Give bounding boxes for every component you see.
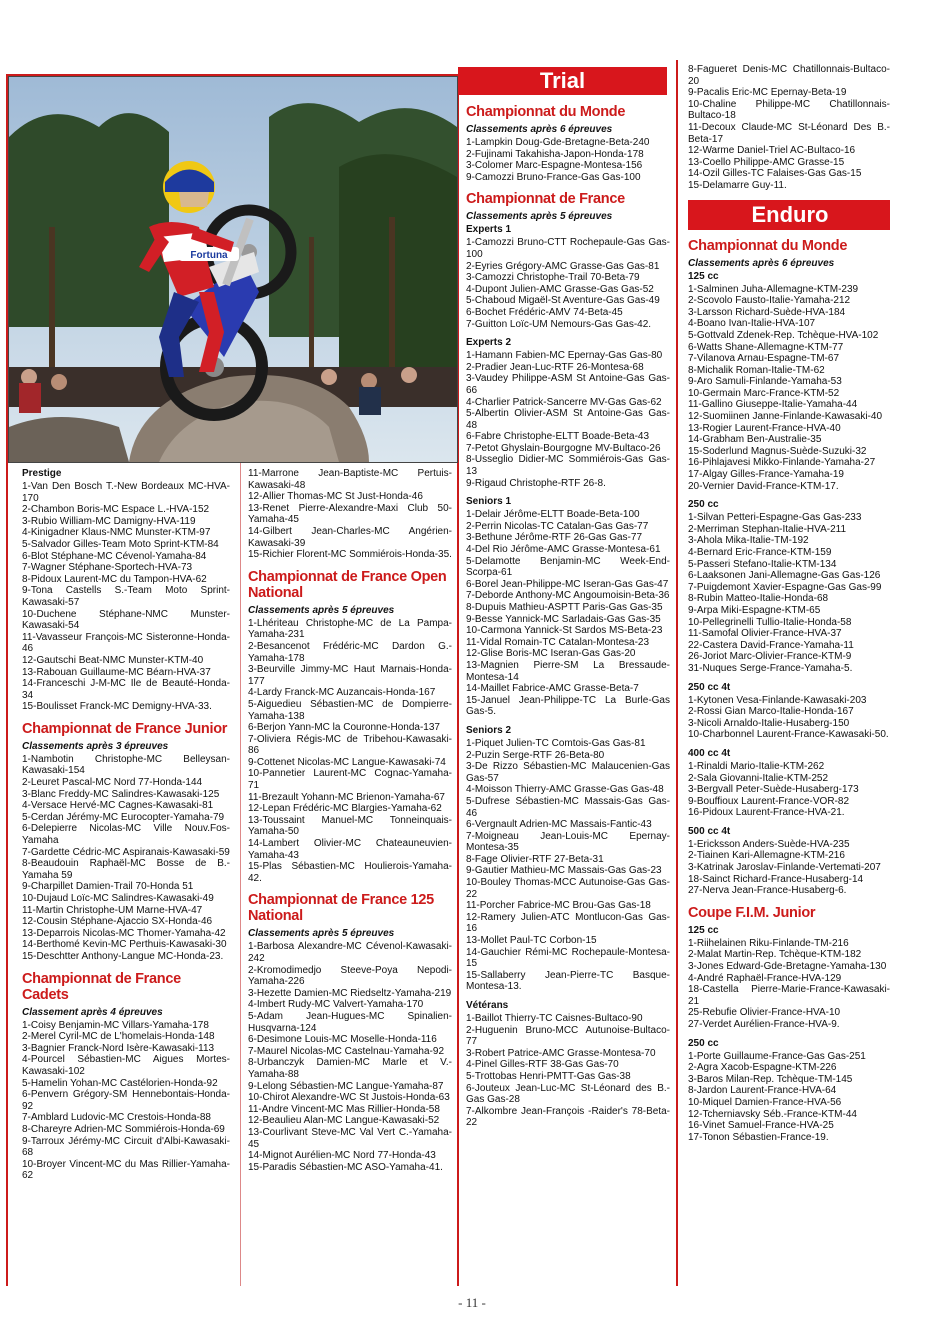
standings-entry: 14-Franceschi J-M-MC Ile de Beauté-Honda-34: [22, 678, 230, 701]
standings-entry: 11-Brezault Yohann-MC Brienon-Yamaha-67: [248, 791, 445, 803]
standings-entry: 10-Charbonnel Laurent-France-Kawasaki-50.: [688, 729, 889, 741]
section-title: Championnat de France Cadets: [22, 970, 181, 1003]
standings-entry: 11-Andre Vincent-MC Mas Rillier-Honda-58: [248, 1103, 440, 1115]
standings-entry: 7-Maurel Nicolas-MC Castelnau-Yamaha-92: [248, 1045, 445, 1057]
standings-entry: 9-Lelong Sébastien-MC Langue-Yamaha-87: [248, 1080, 444, 1092]
standings-entry: 6-Fabre Christophe-ELTT Boade-Beta-43: [466, 431, 650, 443]
standings-entry: 9-Bouffioux Laurent-France-VOR-82: [688, 795, 850, 807]
standings-entry: 12-Cousin Stéphane-Ajaccio SX-Honda-46: [22, 916, 213, 928]
standings-entry: 4-Versace Hervé-MC Cagnes-Kawasaki-81: [22, 800, 214, 812]
standings-entry: 7-Deborde Anthony-MC Angoumoisin-Beta-36: [466, 590, 670, 602]
standings-entry: 10-Miquel Damien-France-HVA-56: [688, 1096, 842, 1108]
standings-entry: 2-Pradier Jean-Luc-RTF 26-Montesa-68: [466, 361, 644, 373]
standings-entry: 13-Magnien Pierre-SM La Bressaude-Montesa-14: [466, 659, 670, 683]
standings-entry: 1-Nambotin Christophe-MC Belleysan-Kawasaki-154: [22, 753, 230, 777]
standings-entry: 14-Berthomé Kevin-MC Perthuis-Kawasaki-30: [22, 939, 227, 951]
section-title: Championnat de France Junior: [22, 720, 228, 737]
standings-subtitle: Classements après 6 épreuves: [466, 124, 613, 135]
sponsor-text: Fortuna: [190, 250, 228, 261]
standings-subtitle: Classement après 4 épreuves: [22, 1006, 163, 1018]
standings-entry: 16-Pihlajavesi Mikko-Finlande-Yamaha-27: [688, 457, 876, 469]
standings-entry: 8-Fage Olivier-RTF 27-Beta-31: [466, 853, 604, 865]
standings-entry: 2-Tiainen Kari-Allemagne-KTM-216: [688, 850, 845, 862]
standings-entry: 17-Algay Gilles-France-Yamaha-19: [688, 469, 844, 481]
standings-entry: 9-Aro Samuli-Finlande-Yamaha-53: [688, 376, 842, 388]
standings-entry: 8-Chareyre Adrien-MC Sommiérois-Honda-69: [22, 1123, 225, 1135]
standings-subtitle: Classements après 3 épreuves: [22, 740, 169, 752]
section-title: Championnat du Monde: [688, 237, 848, 254]
standings-entry: 15-Sallaberry Jean-Pierre-TC Basque-Montesa-13.: [466, 969, 670, 993]
category-heading: 125 cc: [688, 270, 719, 282]
column-b: [248, 468, 452, 1288]
standings-entry: 12-Gautschi Beat-NMC Munster-KTM-40: [22, 654, 204, 666]
standings-entry: 6-Bochet Frédéric-AMV 74-Beta-45: [466, 306, 623, 318]
standings-entry: 16-Pidoux Laurent-France-HVA-21.: [688, 807, 845, 819]
standings-entry: 1-Baillot Thierry-TC Caisnes-Bultaco-90: [466, 1013, 643, 1024]
standings-entry: 14-Grabham Ben-Australie-35: [688, 434, 822, 446]
trial-rider-photo: [8, 76, 458, 463]
standings-entry: 14-Gauchier Rémi-MC Rochepaule-Montesa-15: [466, 946, 670, 970]
standings-entry: 8-Rubin Matteo-Italie-Honda-68: [688, 593, 829, 605]
standings-entry: 5-Passeri Stefano-Italie-KTM-134: [688, 558, 837, 570]
standings-entry: 27-Verdet Aurélien-France-HVA-9.: [688, 1019, 840, 1030]
standings-entry: 12-Warme Daniel-Triel AC-Bultaco-16: [688, 145, 856, 157]
standings-entry: 5-Aiguedieu Sébastien-MC de Dompierre-Yamaha-138: [248, 698, 452, 722]
standings-entry: 5-Adam Jean-Hugues-MC Spinalien-Husqvarna-124: [248, 1010, 452, 1034]
column-c: [466, 96, 670, 1288]
standings-entry: 27-Nerva Jean-France-Husaberg-6.: [688, 885, 847, 897]
standings-entry: 6-Blot Stéphane-MC Cévenol-Yamaha-84: [22, 550, 207, 562]
standings-entry: 6-Berjon Yann-MC la Couronne-Honda-137: [248, 722, 440, 734]
standings-entry: 8-Michalik Roman-Italie-TM-62: [688, 364, 825, 376]
standings-entry: 10-Chirot Alexandre-WC St Justois-Honda-63: [248, 1092, 450, 1104]
standings-entry: 4-Bernard Eric-France-KTM-159: [688, 547, 832, 558]
standings-entry: 14-Gilbert Jean-Charles-MC Angérien-Kawasaki-39: [248, 525, 452, 549]
category-heading: 500 cc 4t: [688, 825, 731, 837]
standings-entry: 7-Vilanova Arnau-Espagne-TM-67: [688, 353, 840, 365]
section-title: Championnat du Monde: [466, 104, 626, 120]
enduro-banner: Enduro: [688, 200, 890, 230]
standings-entry: 5-Delamotte Benjamin-MC Week-End-Scorpa-61: [466, 555, 670, 579]
standings-entry: 2-Kromodimedjo Steeve-Poya Nepodi-Yamaha-226: [248, 964, 452, 988]
standings-entry: 9-Pacalis Eric-MC Epernay-Beta-19: [688, 87, 847, 99]
standings-entry: 3-Beurville Jimmy-MC Haut Marnais-Honda-177: [248, 664, 452, 687]
standings-entry: 4-Del Rio Jérôme-AMC Grasse-Montesa-61: [466, 544, 661, 556]
standings-entry: 4-Moisson Thierry-AMC Grasse-Gas Gas-48: [466, 784, 664, 796]
standings-entry: 6-Borel Jean-Philippe-MC Iseran-Gas Gas-47: [466, 578, 669, 590]
standings-entry: 4-Charlier Patrick-Sancerre MV-Gas Gas-62: [466, 396, 662, 408]
standings-entry: 11-Vidal Romain-TC Catalan-Montesa-23: [466, 636, 650, 648]
page-number: - 11 -: [458, 1295, 486, 1310]
standings-subtitle: Classements après 5 épreuves: [248, 928, 395, 940]
standings-entry: 3-Blanc Freddy-MC Salindres-Kawasaki-125: [22, 788, 220, 800]
standings-entry: 5-Hamelin Yohan-MC Castélorien-Honda-92: [22, 1077, 218, 1089]
standings-entry: 3-De Rizzo Sébastien-MC Malaucenien-Gas Gas-57: [466, 761, 670, 784]
standings-entry: 15-Paradis Sébastien-MC ASO-Yamaha-41.: [248, 1161, 443, 1173]
standings-entry: 9-Charpillet Damien-Trail 70-Honda 51: [22, 881, 194, 893]
standings-entry: 10-Carmona Yannick-St Sardos MS-Beta-23: [466, 625, 663, 637]
standings-entry: 12-Ramery Julien-ATC Montlucon-Gas Gas-16: [466, 911, 670, 935]
standings-entry: 13-Toussaint Manuel-MC Tonneinquais-Yamaha-50: [248, 814, 452, 838]
standings-entry: 1-Lampkin Doug-Gde-Bretagne-Beta-240: [466, 137, 650, 148]
standings-entry: 15-Delamarre Guy-11.: [688, 179, 787, 191]
standings-entry: 1-Lhériteau Christophe-MC de La Pampa-Yamaha-231: [248, 617, 452, 641]
standings-entry: 5-Trottobas Henri-PMTT-Gas Gas-38: [466, 1070, 631, 1082]
standings-entry: 15-Deschtter Anthony-Langue MC-Honda-23.: [22, 950, 224, 962]
standings-entry: 1-Silvan Petteri-Espagne-Gas Gas-233: [688, 512, 862, 524]
standings-entry: 1-Barbosa Alexandre-MC Cévenol-Kawasaki-242: [248, 941, 452, 964]
section-title: Championnat de France Open National: [248, 568, 447, 601]
standings-entry: 8-Beaudouin Raphaël-MC Bosse de B.-Yamaha 59: [22, 858, 230, 881]
standings-entry: 10-Duchene Stéphane-NMC Munster-Kawasaki-54: [22, 608, 230, 632]
standings-entry: 1-Camozzi Bruno-CTT Rochepaule-Gas Gas-100: [466, 237, 670, 260]
standings-entry: 6-Watts Shane-Allemagne-KTM-77: [688, 341, 844, 353]
standings-entry: 14-Ozil Gilles-TC Falaises-Gas Gas-15: [688, 168, 862, 180]
standings-entry: 3-Colomer Marc-Espagne-Montesa-156: [466, 160, 643, 172]
standings-entry: 6-Vergnault Adrien-MC Massais-Fantic-43: [466, 819, 652, 831]
category-heading: Vétérans: [466, 1000, 509, 1011]
standings-entry: 12-Beaulieu Alan-MC Langue-Kawasaki-52: [248, 1115, 440, 1127]
standings-entry: 1-Riihelainen Riku-Finlande-TM-216: [688, 937, 849, 949]
standings-subtitle: Classements après 6 épreuves: [688, 257, 835, 269]
standings-entry: 3-Baros Milan-Rep. Tchèque-TM-145: [688, 1073, 853, 1085]
section-title: Championnat de France 125 National: [248, 892, 434, 925]
standings-entry: 3-Hezette Damien-MC Riedseltz-Yamaha-219: [248, 987, 452, 999]
standings-entry: 13-Rabouan Guillaume-MC Béarn-HVA-37: [22, 666, 211, 678]
column-d: [688, 64, 890, 1288]
standings-entry: 2-Sala Giovanni-Italie-KTM-252: [688, 772, 829, 784]
standings-entry: 1-Porte Guillaume-France-Gas Gas-251: [688, 1050, 866, 1062]
standings-entry: 6-Desimone Louis-MC Moselle-Honda-116: [248, 1034, 437, 1046]
standings-entry: 5-Dufrese Sébastien-MC Massais-Gas Gas-46: [466, 795, 670, 819]
standings-entry: 7-Gardette Cédric-MC Aspiranais-Kawasaki-59: [22, 846, 230, 858]
standings-entry: 5-Gottvald Zdenek-Rep. Tchèque-HVA-102: [688, 329, 879, 341]
standings-entry: 9-Tona Castells S.-Team Moto Sprint-Kawasaki-57: [22, 585, 230, 608]
standings-entry: 2-Agra Xacob-Espagne-KTM-226: [688, 1062, 837, 1074]
section-title: Coupe F.I.M. Junior: [688, 904, 816, 921]
standings-entry: 20-Vernier David-France-KTM-17.: [688, 480, 839, 492]
standings-entry: 14-Maillet Fabrice-AMC Grasse-Beta-7: [466, 683, 639, 695]
standings-entry: 1-Salminen Juha-Allemagne-KTM-239: [688, 283, 859, 295]
standings-entry: 5-Cerdan Jérémy-MC Eurocopter-Yamaha-79: [22, 811, 225, 823]
frame-divider-cd: [676, 60, 678, 1286]
standings-entry: 3-Bergvall Peter-Suède-Husaberg-173: [688, 784, 859, 796]
standings-entry: 6-Jouteux Jean-Luc-MC St-Léonard des B.-Gas Gas-28: [466, 1082, 670, 1106]
standings-entry: 8-Pidoux Laurent-MC du Tampon-HVA-62: [22, 573, 207, 585]
standings-entry: 8-Dupuis Mathieu-ASPTT Paris-Gas Gas-35: [466, 602, 663, 613]
standings-entry: 7-Petot Ghyslain-Bourgogne MV-Bultaco-26: [466, 442, 661, 454]
standings-entry: 2-Merel Cyril-MC de L'homelais-Honda-148: [22, 1031, 215, 1043]
standings-entry: 11-Decoux Claude-MC St-Léonard Des B.-Beta-17: [688, 121, 890, 145]
standings-entry: 18-Sainct Richard-France-Husaberg-14: [688, 873, 864, 885]
standings-entry: 12-Lepan Frédéric-MC Blargies-Yamaha-62: [248, 803, 442, 815]
standings-entry: 8-Fagueret Denis-MC Chatillonnais-Bultaco-20: [688, 64, 890, 87]
category-heading: 250 cc 4t: [688, 681, 731, 693]
standings-subtitle: Classements après 5 épreuves: [248, 604, 395, 616]
standings-entry: 2-Huguenin Bruno-MCC Autunoise-Bultaco-77: [466, 1024, 670, 1048]
standings-entry: 13-Deparrois Nicolas-MC Thomer-Yamaha-42: [22, 927, 226, 939]
standings-entry: 15-Boulisset Franck-MC Demigny-HVA-33.: [22, 701, 212, 713]
standings-entry: 15-Plas Sébastien-MC Houlierois-Yamaha-42.: [248, 861, 452, 884]
category-heading: 250 cc: [688, 499, 719, 511]
standings-entry: 1-Piquet Julien-TC Comtois-Gas Gas-81: [466, 737, 646, 749]
standings-entry: 1-Van Den Bosch T.-New Bordeaux MC-HVA-170: [22, 481, 230, 504]
standings-entry: 1-Hamann Fabien-MC Epernay-Gas Gas-80: [466, 350, 663, 362]
standings-entry: 12-Allier Thomas-MC St Just-Honda-46: [248, 491, 423, 503]
standings-entry: 9-Gautier Mathieu-MC Massais-Gas Gas-23: [466, 865, 662, 877]
standings-entry: 2-Fujinami Takahisha-Japon-Honda-178: [466, 148, 644, 160]
standings-entry: 14-Mignot Aurélien-MC Nord 77-Honda-43: [248, 1150, 436, 1162]
standings-entry: 13-Rogier Laurent-France-HVA-40: [688, 422, 841, 434]
standings-entry: 8-Usseglio Didier-MC Sommiérois-Gas Gas-13: [466, 454, 670, 478]
standings-entry: 13-Mollet Paul-TC Corbon-15: [466, 935, 597, 947]
standings-entry: 10-Bouley Thomas-MCC Autunoise-Gas Gas-22: [466, 877, 670, 900]
standings-entry: 11-Martin Christophe-UM Marne-HVA-47: [22, 904, 203, 916]
standings-entry: 13-Courlivant Steve-MC Val Vert C.-Yamaha-45: [248, 1126, 452, 1150]
category-heading: Prestige: [22, 468, 62, 479]
standings-entry: 2-Merriman Stephan-Italie-HVA-211: [688, 523, 847, 535]
standings-entry: 15-Richier Florent-MC Sommiérois-Honda-35.: [248, 549, 452, 561]
standings-entry: 7-Oliviera Régis-MC de Tribehou-Kawasaki-86: [248, 733, 452, 757]
standings-entry: 2-Eyries Grégory-AMC Grasse-Gas Gas-81: [466, 260, 660, 272]
standings-entry: 18-Castella Pierre-Marie-France-Kawasaki-21: [688, 984, 890, 1007]
standings-entry: 11-Gallino Giuseppe-Italie-Yamaha-44: [688, 399, 858, 411]
standings-entry: 11-Marrone Jean-Baptiste-MC Pertuis-Kawasaki-48: [248, 468, 452, 491]
standings-entry: 5-Salvador Gilles-Team Moto Sprint-KTM-84: [22, 538, 219, 550]
standings-entry: 16-Vinet Samuel-France-HVA-25: [688, 1120, 834, 1132]
standings-entry: 1-Rinaldi Mario-Italie-KTM-262: [688, 760, 825, 772]
standings-entry: 2-Perrin Nicolas-TC Catalan-Gas Gas-77: [466, 520, 649, 532]
standings-entry: 7-Amblard Ludovic-MC Crestois-Honda-88: [22, 1112, 211, 1124]
standings-entry: 2-Malat Martin-Rep. Tchèque-KTM-182: [688, 949, 862, 961]
standings-entry: 11-Porcher Fabrice-MC Brou-Gas Gas-18: [466, 900, 651, 912]
standings-entry: 9-Besse Yannick-MC Sarladais-Gas Gas-35: [466, 613, 661, 625]
standings-entry: 8-Jardon Laurent-France-HVA-64: [688, 1085, 837, 1097]
standings-entry: 15-Soderlund Magnus-Suède-Suzuki-32: [688, 445, 867, 457]
standings-entry: 12-Suomiinen Janne-Finlande-Kawasaki-40: [688, 411, 882, 423]
standings-entry: 31-Nuques Serge-France-Yamaha-5.: [688, 662, 853, 674]
standings-entry: 8-Urbanczyk Damien-MC Marle et V.-Yamaha-88: [248, 1057, 452, 1080]
standings-entry: 2-Puzin Serge-RTF 26-Beta-80: [466, 749, 605, 761]
standings-entry: 2-Leuret Pascal-MC Nord 77-Honda-144: [22, 777, 203, 789]
standings-entry: 4-Imbert Rudy-MC Valvert-Yamaha-170: [248, 999, 424, 1011]
standings-entry: 10-Chaline Philippe-MC Chatillonnais-Bultaco-18: [688, 98, 890, 122]
standings-entry: 3-Bagnier Franck-Nord Isère-Kawasaki-113: [22, 1042, 215, 1054]
standings-entry: 3-Camozzi Christophe-Trail 70-Beta-79: [466, 272, 640, 284]
standings-entry: 9-Camozzi Bruno-France-Gas Gas-100: [466, 171, 641, 183]
standings-entry: 2-Scovolo Fausto-Italie-Yamaha-212: [688, 295, 851, 307]
standings-entry: 1-Delair Jérôme-ELTT Boade-Beta-100: [466, 509, 640, 521]
standings-entry: 5-Chaboud Migaël-St Aventure-Gas Gas-49: [466, 295, 660, 307]
standings-entry: 15-Januel Jean-Philippe-TC La Burle-Gas Gas-5.: [466, 694, 670, 718]
category-heading: Seniors 1: [466, 496, 512, 508]
standings-entry: 11-Samofal Olivier-France-HVA-37: [688, 628, 842, 640]
standings-entry: 7-Moigneau Jean-Louis-MC Epernay-Montesa-35: [466, 830, 670, 854]
standings-entry: 10-Broyer Vincent-MC du Mas Rillier-Yamaha-62: [22, 1158, 230, 1182]
standings-entry: 7-Wagner Stéphane-Sportech-HVA-73: [22, 562, 193, 574]
standings-entry: 9-Tarroux Jérémy-MC Circuit d'Albi-Kawasaki-68: [22, 1135, 230, 1159]
standings-entry: 6-Penvern Grégory-SM Hennebontais-Honda-92: [22, 1089, 230, 1112]
standings-entry: 1-Coisy Benjamin-MC Villars-Yamaha-178: [22, 1019, 209, 1031]
standings-entry: 10-Dujaud Loïc-MC Salindres-Kawasaki-49: [22, 893, 214, 904]
standings-entry: 7-Alkombre Jean-François -Raider's 78-Beta-22: [466, 1105, 670, 1129]
standings-entry: 2-Rossi Gian Marco-Italie-Honda-167: [688, 706, 854, 718]
standings-entry: 6-Delepierre Nicolas-MC Ville Nouv.Fos-Yamaha: [22, 823, 230, 847]
standings-entry: 10-Germain Marc-France-KTM-52: [688, 387, 840, 399]
standings-entry: 17-Tonon Sébastien-France-19.: [688, 1131, 829, 1143]
standings-entry: 4-Boano Ivan-Italie-HVA-107: [688, 318, 816, 330]
section-title: Championnat de France: [466, 191, 625, 208]
standings-entry: 12-Tcherniavsky Séb.-France-KTM-44: [688, 1108, 857, 1120]
category-heading: 250 cc: [688, 1037, 719, 1049]
standings-entry: 3-Vaudey Philippe-ASM St Antoine-Gas Gas-66: [466, 373, 670, 396]
standings-entry: 2-Besancenot Frédéric-MC Dardon G.-Yamaha-178: [248, 640, 452, 664]
standings-entry: 9-Arpa Miki-Espagne-KTM-65: [688, 604, 821, 616]
standings-entry: 14-Lambert Olivier-MC Chateauneuvien-Yamaha-43: [248, 838, 452, 861]
standings-entry: 5-Albertin Olivier-ASM St Antoine-Gas Gas-48: [466, 408, 670, 431]
standings-entry: 26-Joriot Marc-Olivier-France-KTM-9: [688, 651, 852, 663]
standings-entry: 4-Dupont Julien-AMC Grasse-Gas Gas-52: [466, 283, 654, 295]
standings-entry: 3-Larsson Richard-Suède-HVA-184: [688, 306, 846, 318]
frame-divider-ab: [240, 462, 241, 1286]
standings-entry: 12-Glise Boris-MC Iseran-Gas Gas-20: [466, 648, 636, 660]
category-heading: Seniors 2: [466, 724, 512, 736]
standings-entry: 13-Renet Pierre-Alexandre-Maxi Club 50-Yamaha-45: [248, 502, 452, 526]
standings-entry: 3-Rubio William-MC Damigny-HVA-119: [22, 515, 196, 527]
standings-entry: 7-Puigdemont Xavier-Espagne-Gas Gas-99: [688, 581, 882, 593]
standings-entry: 22-Castera David-France-Yamaha-11: [688, 639, 854, 651]
standings-entry: 3-Jones Edward-Gde-Bretagne-Yamaha-130: [688, 961, 887, 973]
category-heading: 400 cc 4t: [688, 747, 731, 759]
standings-entry: 1-Ericksson Anders-Suède-HVA-235: [688, 838, 850, 850]
trial-rider-illustration: [9, 77, 457, 462]
standings-entry: 7-Guitton Loïc-UM Nemours-Gas Gas-42.: [466, 318, 652, 330]
standings-entry: 25-Rebufie Olivier-France-HVA-10: [688, 1007, 841, 1019]
standings-entry: 6-Laaksonen Jani-Allemagne-Gas Gas-126: [688, 570, 881, 582]
standings-entry: 10-Pellegrinelli Tullio-Italie-Honda-58: [688, 616, 852, 628]
category-heading: Experts 2: [466, 337, 512, 349]
standings-entry: 4-Pourcel Sébastien-MC Aigues Mortes-Kawasaki-102: [22, 1054, 230, 1077]
standings-entry: 3-Katrinak Jaroslav-Finlande-Vertemati-207: [688, 862, 881, 874]
category-heading: 125 cc: [688, 924, 719, 936]
column-a: [22, 468, 230, 1288]
standings-entry: 3-Robert Patrice-AMC Grasse-Montesa-70: [466, 1047, 656, 1059]
standings-entry: 11-Vavasseur François-MC Sisteronne-Honda-46: [22, 631, 230, 655]
standings-entry: 3-Nicoli Arnaldo-Italie-Husaberg-150: [688, 717, 850, 729]
standings-entry: 2-Chambon Boris-MC Espace L.-HVA-152: [22, 504, 210, 516]
trial-banner: Trial: [458, 67, 667, 95]
standings-entry: 3-Ahola Mika-Italie-TM-192: [688, 535, 809, 547]
standings-entry: 9-Rigaud Christophe-RTF 26-8.: [466, 477, 606, 489]
standings-entry: 3-Bethune Jérôme-RTF 26-Gas Gas-77: [466, 532, 643, 544]
standings-entry: 9-Cottenet Nicolas-MC Langue-Kawasaki-74: [248, 756, 446, 768]
standings-entry: 4-Kinigadner Klaus-NMC Munster-KTM-97: [22, 527, 211, 539]
standings-entry: 1-Kytonen Vesa-Finlande-Kawasaki-203: [688, 694, 867, 706]
standings-entry: 13-Coello Philippe-AMC Grasse-15: [688, 156, 845, 168]
standings-subtitle: Classements après 5 épreuves: [466, 211, 613, 223]
standings-entry: 4-Pinel Gilles-RTF 38-Gas Gas-70: [466, 1059, 619, 1071]
standings-entry: 10-Pannetier Laurent-MC Cognac-Yamaha-71: [248, 768, 452, 792]
standings-entry: 4-Lardy Franck-MC Auzancais-Honda-167: [248, 687, 436, 699]
category-heading: Experts 1: [466, 224, 512, 236]
standings-entry: 4-André Raphaël-France-HVA-129: [688, 972, 842, 984]
